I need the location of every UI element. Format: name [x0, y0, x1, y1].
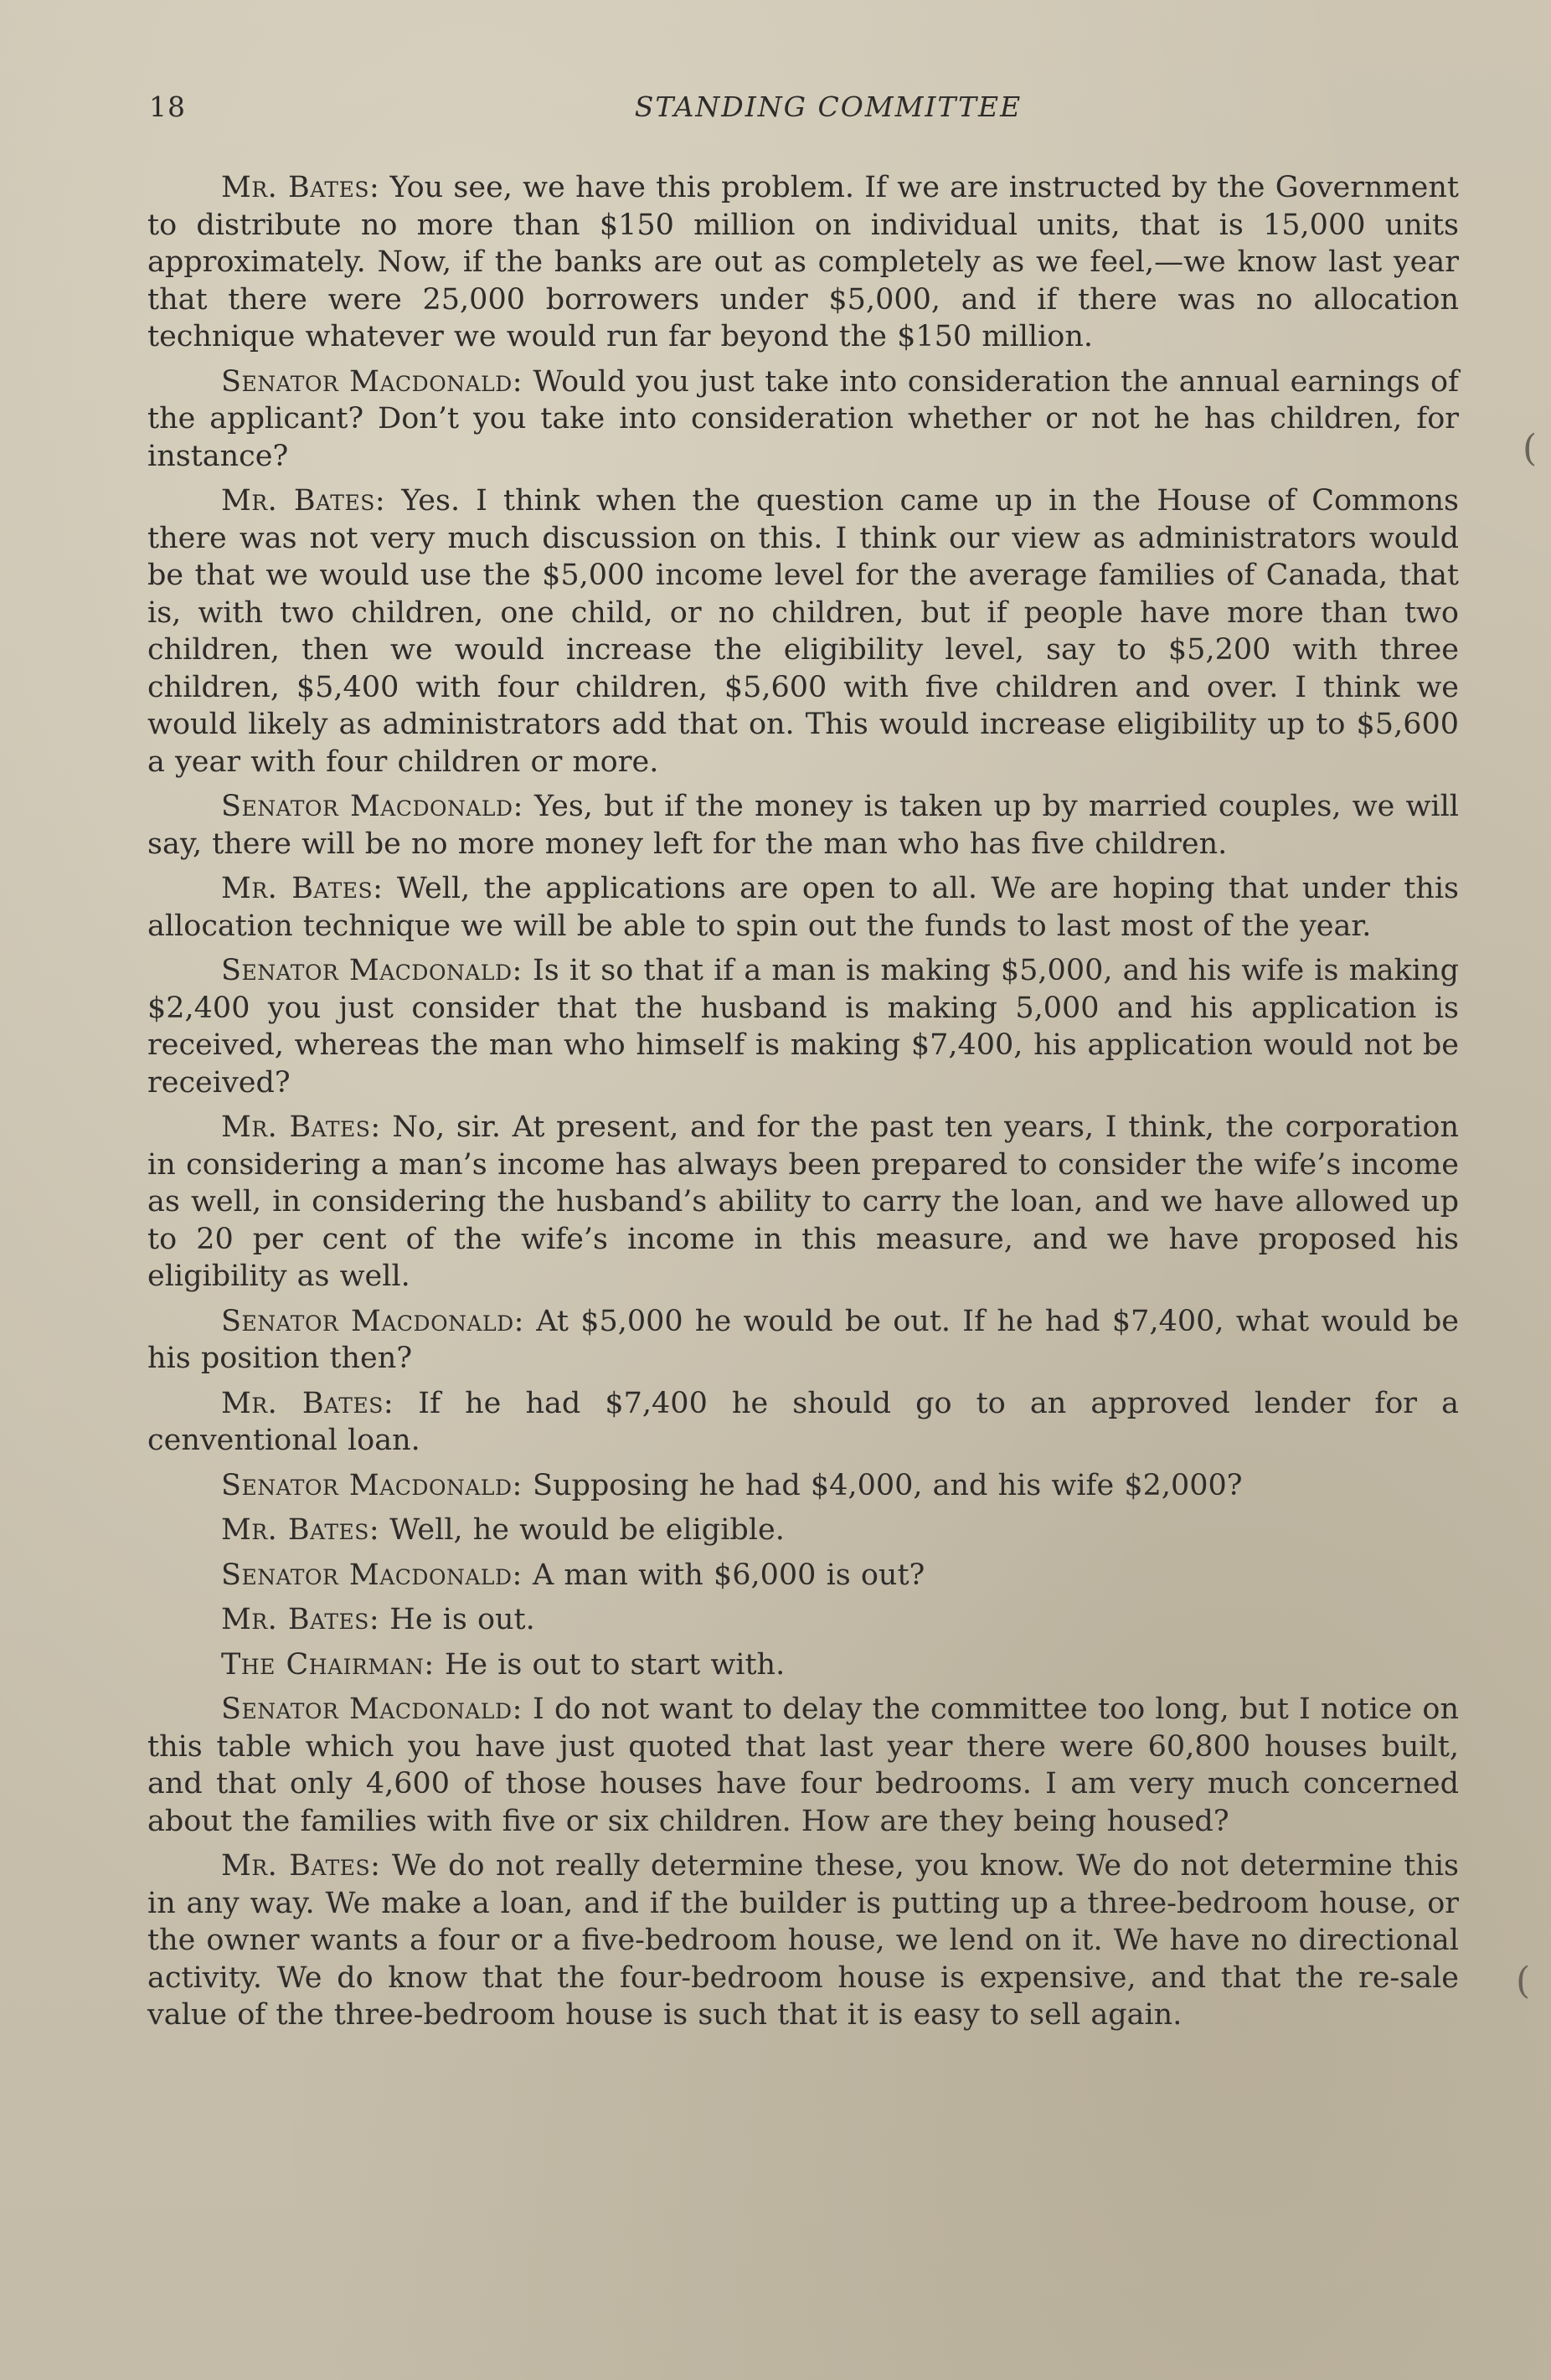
paragraph-text: Supposing he had $4,000, and his wife $2,000?: [522, 1468, 1243, 1502]
paragraph: [147, 1557, 1459, 1594]
speaker-name: Senator Macdonald:: [221, 1692, 523, 1726]
paragraph-text: Well, the applications are open to all. We are hoping that under this allocation technique we will be able to spin out the funds to last most of the year.: [147, 872, 1459, 943]
speaker-name: Senator Macdonald:: [221, 1558, 523, 1592]
speaker-name: Mr. Bates:: [221, 872, 384, 905]
paragraph: [147, 788, 1459, 863]
paragraph-text: No, sir. At present, and for the past ten years, I think, the corporation in considering a man’s income has always been prepared to consider the wife’s income as well, in considering the husband’s ability to carry the loan, and we have allowed up to 20 per cent of the wife’s income in this measure, and we have proposed his eligibility as well.: [147, 1110, 1459, 1293]
paragraph: [147, 952, 1459, 1101]
speaker-name: Senator Macdonald:: [221, 790, 523, 823]
speaker-name: Mr. Bates:: [221, 1849, 381, 1883]
speaker-name: Mr. Bates:: [221, 484, 386, 518]
paragraph: [147, 1601, 1459, 1639]
paragraph-text: I do not want to delay the committee too long, but I notice on this table which you have just quoted that last year there were 60,800 houses built, and that only 4,600 of those houses have four bedrooms. I am very much concerned about the families with five or six children. How are they being housed?: [147, 1692, 1459, 1838]
speaker-name: Senator Macdonald:: [221, 364, 523, 399]
speaker-name: Mr. Bates:: [221, 171, 380, 204]
paragraph: [147, 1847, 1459, 2034]
paragraph-text: He is out.: [379, 1603, 535, 1636]
paragraph-text: You see, we have this problem. If we are instructed by the Government to distribute no more than $150 million on individual units, that is 15,000 units approximately. Now, if the banks are out as completely as we feel,—we know last year that there were 25,000 borrowers under $5,000, and if there was no allocation technique whatever we would run far beyond the $150 million.: [147, 171, 1460, 353]
paragraph: [147, 1385, 1459, 1460]
speaker-name: Senator Macdonald:: [221, 1304, 524, 1338]
paragraph-text: A man with $6,000 is out?: [522, 1558, 925, 1592]
paragraph: [147, 482, 1459, 780]
paragraph-text: Is it so that if a man is making $5,000, and his wife is making $2,400 you just consider that the husband is making 5,000 and his application is received, whereas the man who himself is making $7,400, his application would not be received?: [147, 954, 1459, 1100]
paragraph-text: He is out to start with.: [434, 1647, 786, 1682]
margin-mark: (: [1523, 427, 1538, 470]
paragraph-text: Well, he would be eligible.: [379, 1513, 785, 1547]
speaker-name: The Chairman:: [221, 1647, 435, 1682]
running-title: STANDING COMMITTEE: [634, 90, 1023, 123]
paragraph-text: Yes, but if the money is taken up by married couples, we will say, there will be no more money left for the man who has five children.: [147, 790, 1459, 861]
paragraph-text: We do not really determine these, you know. We do not determine this in any way. We make a loan, and if the builder is putting up a three-bedroom house, or the owner wants a four or a five-bedroom house, we lend on it. We have no directional activity. We do know that the four-bedroom house is expensive, and that the re-sale value of the three-bedroom house is such that it is easy to sell again.: [147, 1849, 1459, 2032]
speaker-name: Mr. Bates:: [221, 1513, 380, 1547]
paragraph-text: Yes. I think when the question came up in the House of Commons there was not very much discussion on this. I think our view as administrators would be that we would use the $5,000 income level for the average families of Canada, that is, with two children, one child, or no children, but if people have more than two children, then we would increase the eligibility level, say to $5,200 with three children, $5,400 with four children, $5,600 with five children and over. I think we would likely as administrators add that on. This would increase eligibility up to $5,600 a year with four children or more.: [147, 484, 1459, 779]
speaker-name: Mr. Bates:: [221, 1603, 380, 1636]
paragraph: [147, 870, 1459, 945]
speaker-name: Senator Macdonald:: [221, 1468, 523, 1502]
paragraph: [147, 169, 1459, 356]
paragraph: [147, 1512, 1459, 1549]
paragraph-text: If he had $7,400 he should go to an approved lender for a cenventional loan.: [147, 1386, 1459, 1457]
page-number: 18: [149, 90, 186, 123]
speaker-name: Senator Macdonald:: [221, 954, 523, 987]
paragraph: [147, 1109, 1459, 1296]
paragraph: [147, 1467, 1459, 1505]
paragraph: [147, 1303, 1459, 1378]
paragraph: [147, 1646, 1459, 1684]
paragraph-text: At $5,000 he would be out. If he had $7,400, what would be his position then?: [147, 1304, 1459, 1375]
paragraph: [147, 1691, 1459, 1840]
transcript-body: [147, 169, 1459, 2034]
paragraph-text: Would you just take into consideration the annual earnings of the applicant? Don’t you take into consideration whether or not he has children, for instance?: [147, 364, 1459, 473]
margin-mark: (: [1516, 1960, 1531, 2002]
running-head: [147, 90, 1459, 134]
speaker-name: Mr. Bates:: [221, 1110, 381, 1144]
paragraph: [147, 363, 1459, 476]
speaker-name: Mr. Bates:: [221, 1386, 394, 1420]
document-page: [147, 90, 1459, 2042]
